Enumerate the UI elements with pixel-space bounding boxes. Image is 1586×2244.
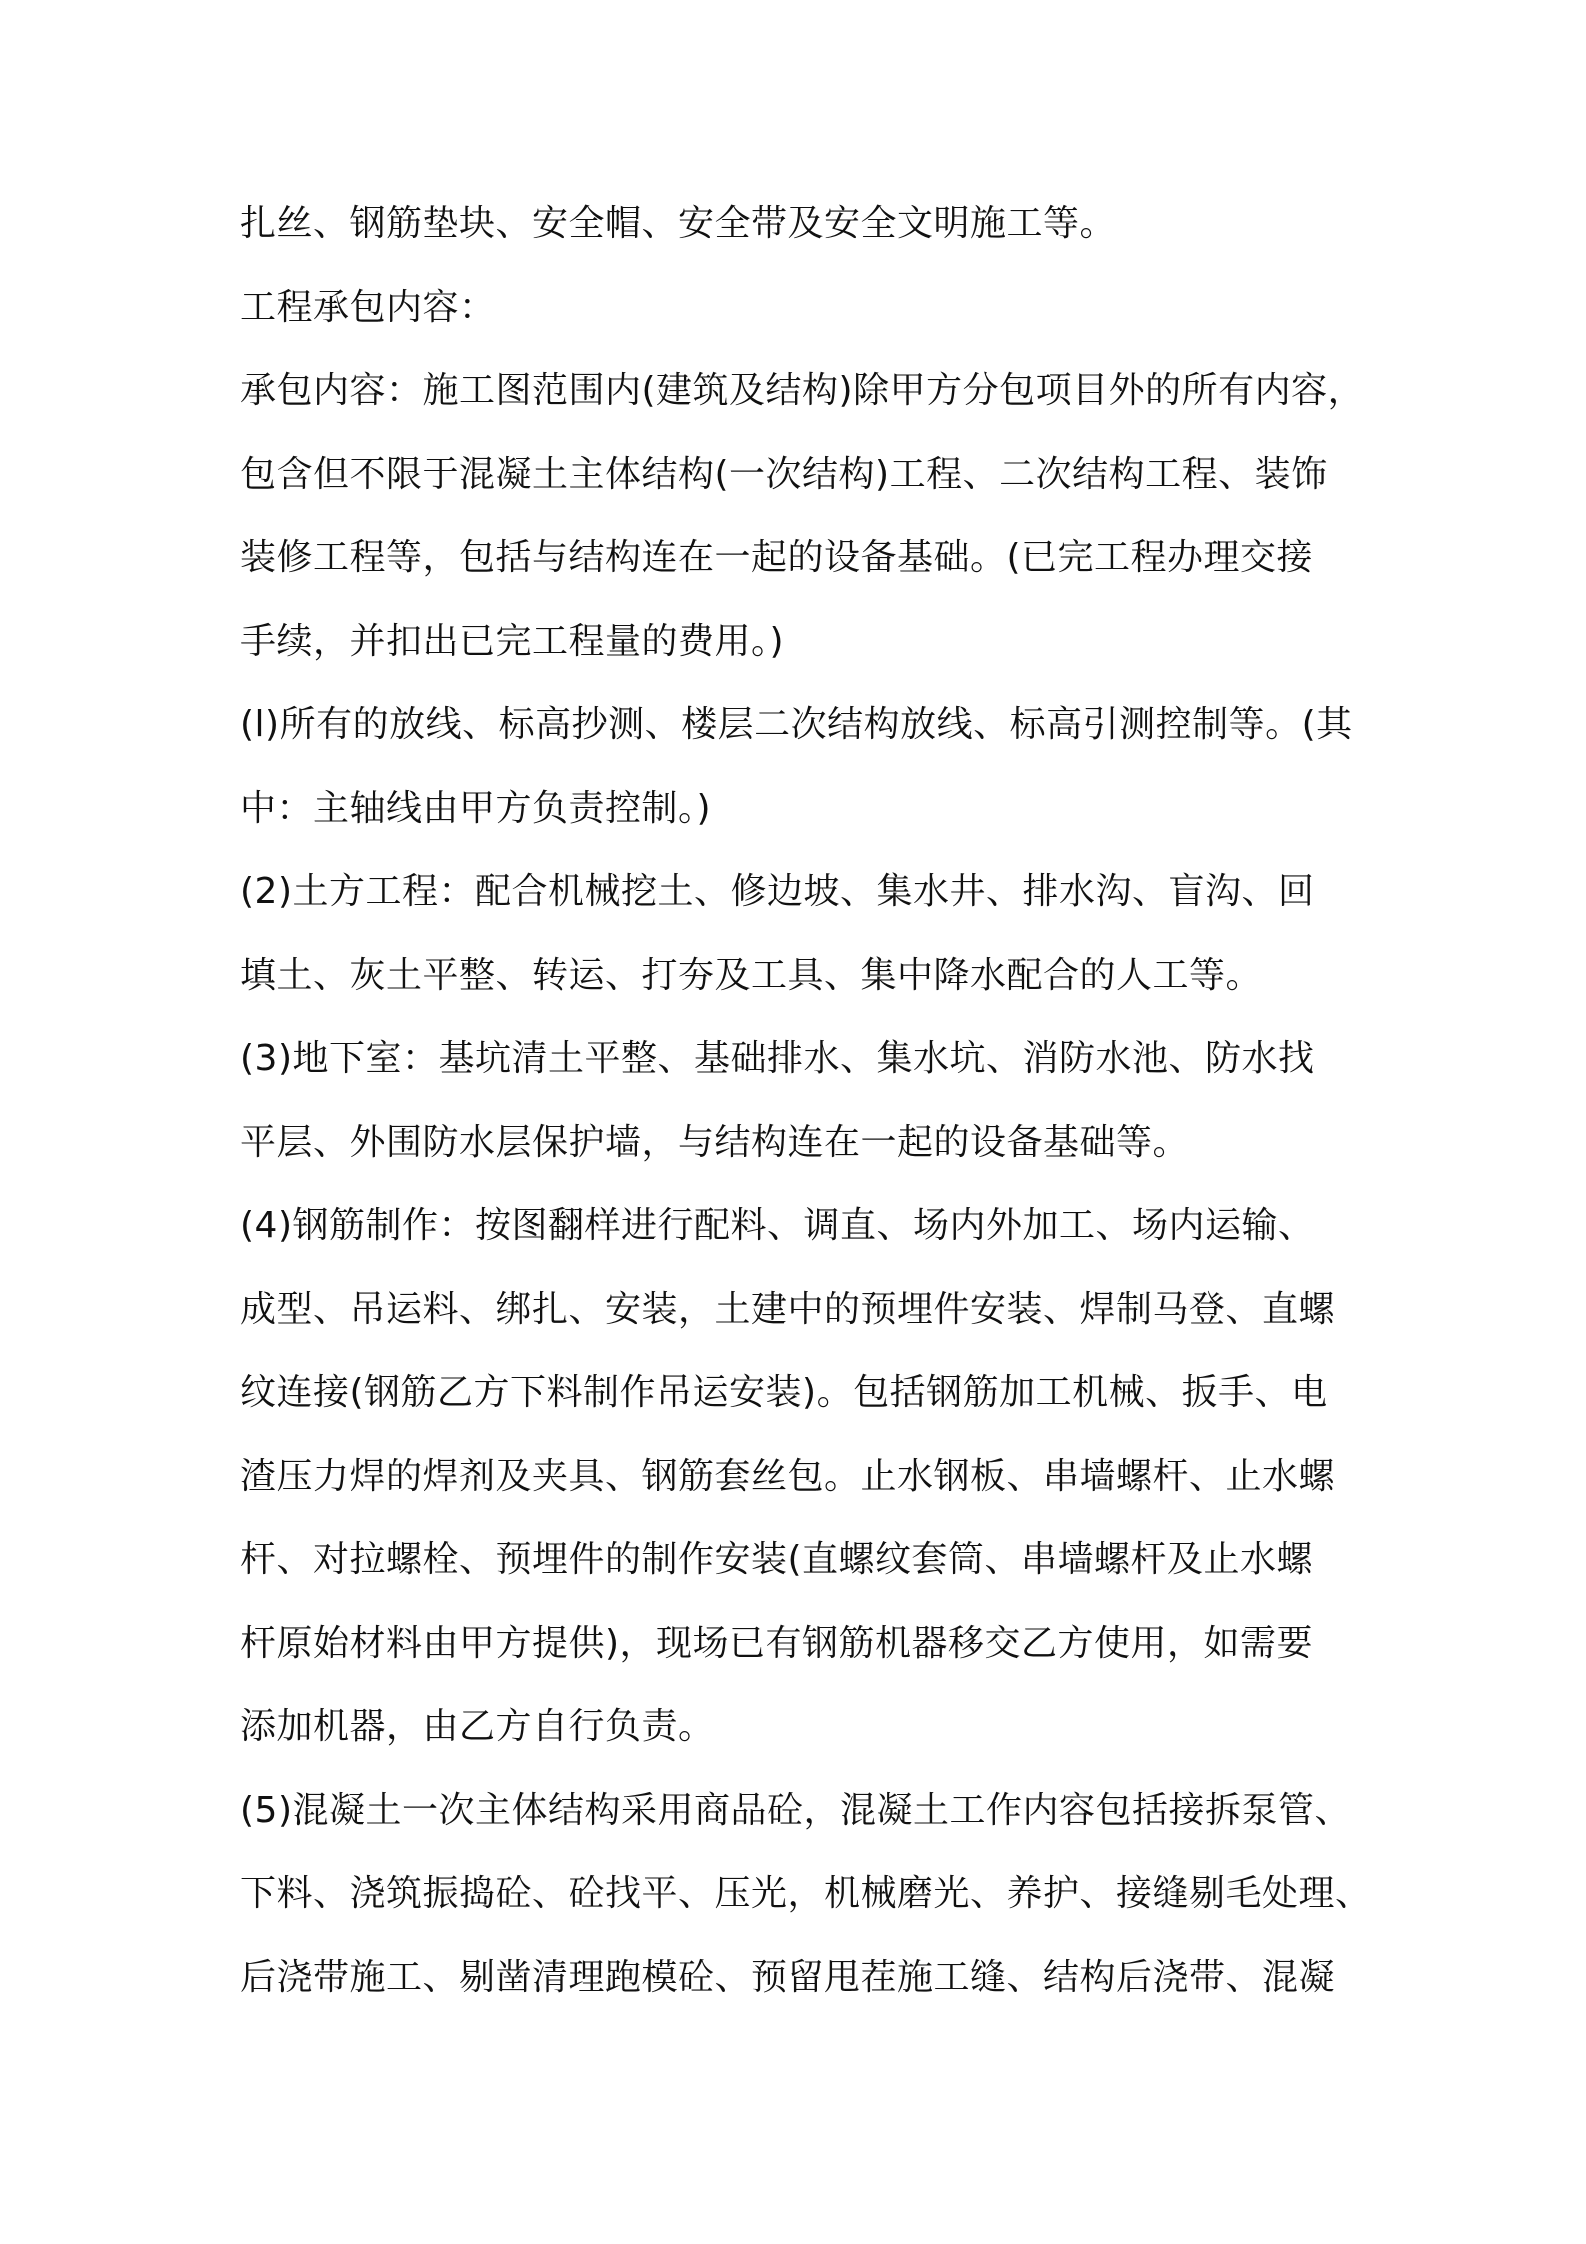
text-line: (5)混凝土一次主体结构采用商品砼，混凝土工作内容包括接拆泵管、	[240, 1790, 1351, 1831]
text-line: 下料、浇筑振捣砼、砼找平、压光，机械磨光、养护、接缝剔毛处理、	[240, 1873, 1372, 1914]
section-heading: 工程承包内容：	[240, 287, 496, 328]
text-line: 杆原始材料由甲方提供)，现场已有钢筋机器移交乙方使用，如需要	[240, 1623, 1314, 1664]
text-line: 杆、对拉螺栓、预埋件的制作安装(直螺纹套筒、串墙螺杆及止水螺	[240, 1539, 1314, 1580]
text-line: (3)地下室：基坑清土平整、基础排水、集水坑、消防水池、防水找	[240, 1038, 1315, 1079]
text-line: 扎丝、钢筋垫块、安全帽、安全带及安全文明施工等。	[240, 203, 1117, 244]
text-line: 包含但不限于混凝土主体结构(一次结构)工程、二次结构工程、装饰	[240, 454, 1328, 495]
text-line: (4)钢筋制作：按图翻样进行配料、调直、场内外加工、场内运输、	[240, 1205, 1315, 1246]
text-line: 承包内容：施工图范围内(建筑及结构)除甲方分包项目外的所有内容，	[240, 370, 1365, 411]
text-line: 后浇带施工、剔凿清理跑模砼、预留甩茬施工缝、结构后浇带、混凝	[240, 1957, 1336, 1998]
text-line: 纹连接(钢筋乙方下料制作吊运安装)。包括钢筋加工机械、扳手、电	[240, 1372, 1328, 1413]
text-line: (2)土方工程：配合机械挖土、修边坡、集水井、排水沟、盲沟、回	[240, 871, 1315, 912]
text-line: 手续，并扣出已完工程量的费用。)	[240, 621, 785, 662]
text-line: 中：主轴线由甲方负责控制。)	[240, 788, 712, 829]
text-line: 成型、吊运料、绑扎、安装，土建中的预埋件安装、焊制马登、直螺	[240, 1289, 1336, 1330]
text-line: 装修工程等，包括与结构连在一起的设备基础。(已完工程办理交接	[240, 537, 1314, 578]
text-line: (l)所有的放线、标高抄测、楼层二次结构放线、标高引测控制等。(其	[240, 704, 1353, 745]
text-line: 添加机器，由乙方自行负责。	[240, 1706, 715, 1747]
text-line: 填土、灰土平整、转运、打夯及工具、集中降水配合的人工等。	[240, 955, 1263, 996]
text-line: 渣压力焊的焊剂及夹具、钢筋套丝包。止水钢板、串墙螺杆、止水螺	[240, 1456, 1336, 1497]
text-line: 平层、外围防水层保护墙，与结构连在一起的设备基础等。	[240, 1122, 1190, 1163]
